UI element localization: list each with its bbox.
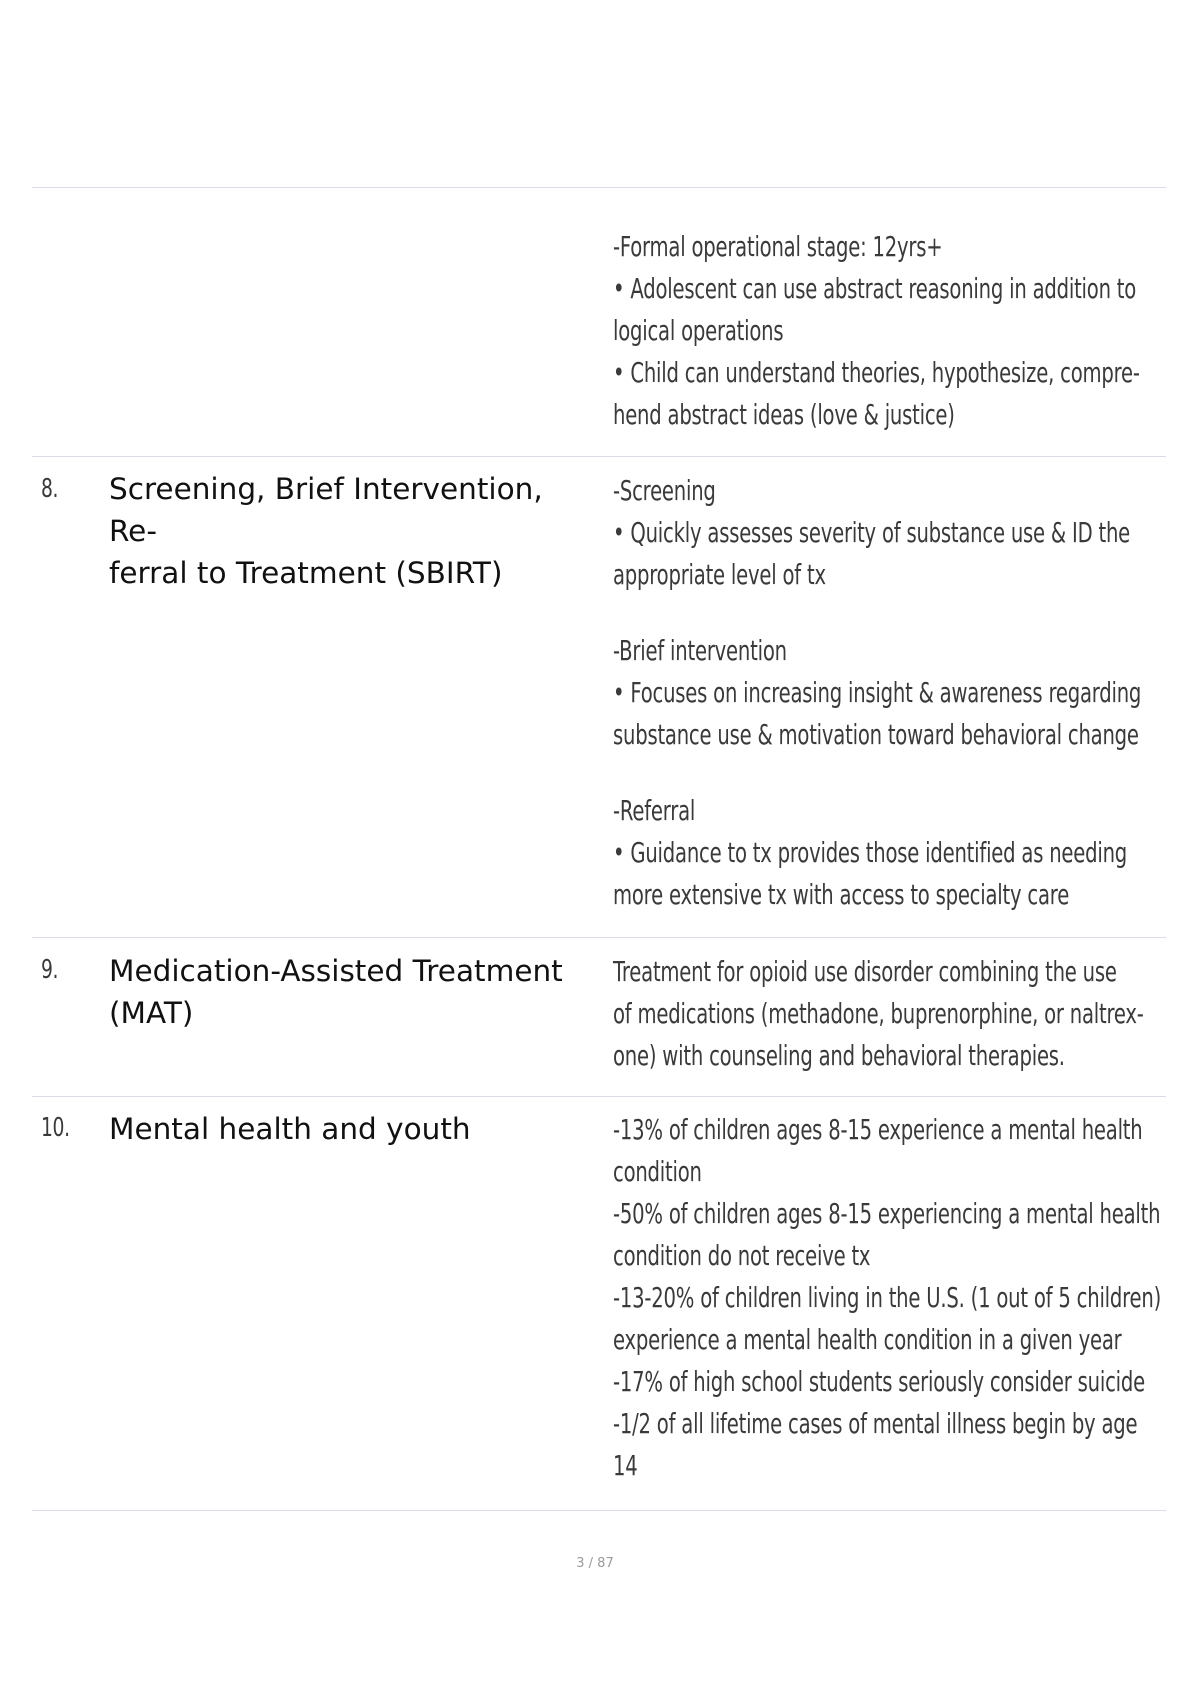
definition-line: • Quickly assesses severity of substance use & ID the xyxy=(613,516,1131,549)
page-number: 3 / 87 xyxy=(576,1556,614,1571)
definition-line: • Guidance to tx provides those identified as needing xyxy=(613,836,1128,869)
term-line: ferral to Treatment (SBIRT) xyxy=(109,556,503,590)
definition-line: -Brief intervention xyxy=(613,634,787,667)
definition-line: condition xyxy=(613,1155,702,1188)
definition-line: -Formal operational stage: 12yrs+ xyxy=(613,230,943,263)
definition-line: hend abstract ideas (love & justice) xyxy=(613,398,955,431)
definition-line: of medications (methadone, buprenorphine, or naltrex- xyxy=(613,997,1144,1030)
definition-line: Treatment for opioid use disorder combining the use xyxy=(613,955,1117,988)
term-line: (MAT) xyxy=(109,996,194,1030)
definition-line: -1/2 of all lifetime cases of mental illness begin by age xyxy=(613,1407,1138,1440)
term-line: Medication-Assisted Treatment xyxy=(109,954,563,988)
row-number: 10. xyxy=(41,1113,70,1143)
definition-cell xyxy=(613,951,1144,1077)
definition-line: -50% of children ages 8-15 experiencing a mental health xyxy=(613,1197,1161,1230)
definition-line: substance use & motivation toward behavioral change xyxy=(613,718,1139,751)
definition-line: logical operations xyxy=(613,314,784,347)
definition-line: -17% of high school students seriously consider suicide xyxy=(613,1365,1145,1398)
term-line: Mental health and youth xyxy=(109,1112,471,1146)
row-number: 9. xyxy=(41,955,59,985)
definition-line: • Focuses on increasing insight & awareness regarding xyxy=(613,676,1142,709)
term-cell xyxy=(109,950,599,1034)
definition-cell xyxy=(613,226,1140,436)
definition-line: 14 xyxy=(613,1449,638,1482)
term-line: Screening, Brief Intervention, Re- xyxy=(109,472,543,548)
definition-line: experience a mental health condition in a given year xyxy=(613,1323,1122,1356)
row-divider xyxy=(32,187,1166,188)
definition-line: • Child can understand theories, hypothesize, compre- xyxy=(613,356,1140,389)
row-divider xyxy=(32,937,1166,938)
definition-line: condition do not receive tx xyxy=(613,1239,871,1272)
row-divider xyxy=(32,1096,1166,1097)
row-divider xyxy=(32,456,1166,457)
row-divider xyxy=(32,1510,1166,1511)
term-cell xyxy=(109,468,599,594)
definition-line: -13% of children ages 8-15 experience a mental health xyxy=(613,1113,1143,1146)
definition-line: -Referral xyxy=(613,794,696,827)
row-number: 8. xyxy=(41,474,59,504)
definition-line: one) with counseling and behavioral therapies. xyxy=(613,1039,1065,1072)
definition-cell xyxy=(613,1109,1162,1487)
definition-line: -13-20% of children living in the U.S. (1 out of 5 children) xyxy=(613,1281,1162,1314)
definition-line: -Screening xyxy=(613,474,716,507)
term-cell xyxy=(109,1108,599,1150)
definition-line: more extensive tx with access to specialty care xyxy=(613,878,1070,911)
definition-line: • Adolescent can use abstract reasoning in addition to xyxy=(613,272,1137,305)
definition-cell xyxy=(613,470,1142,916)
definition-line: appropriate level of tx xyxy=(613,558,826,591)
